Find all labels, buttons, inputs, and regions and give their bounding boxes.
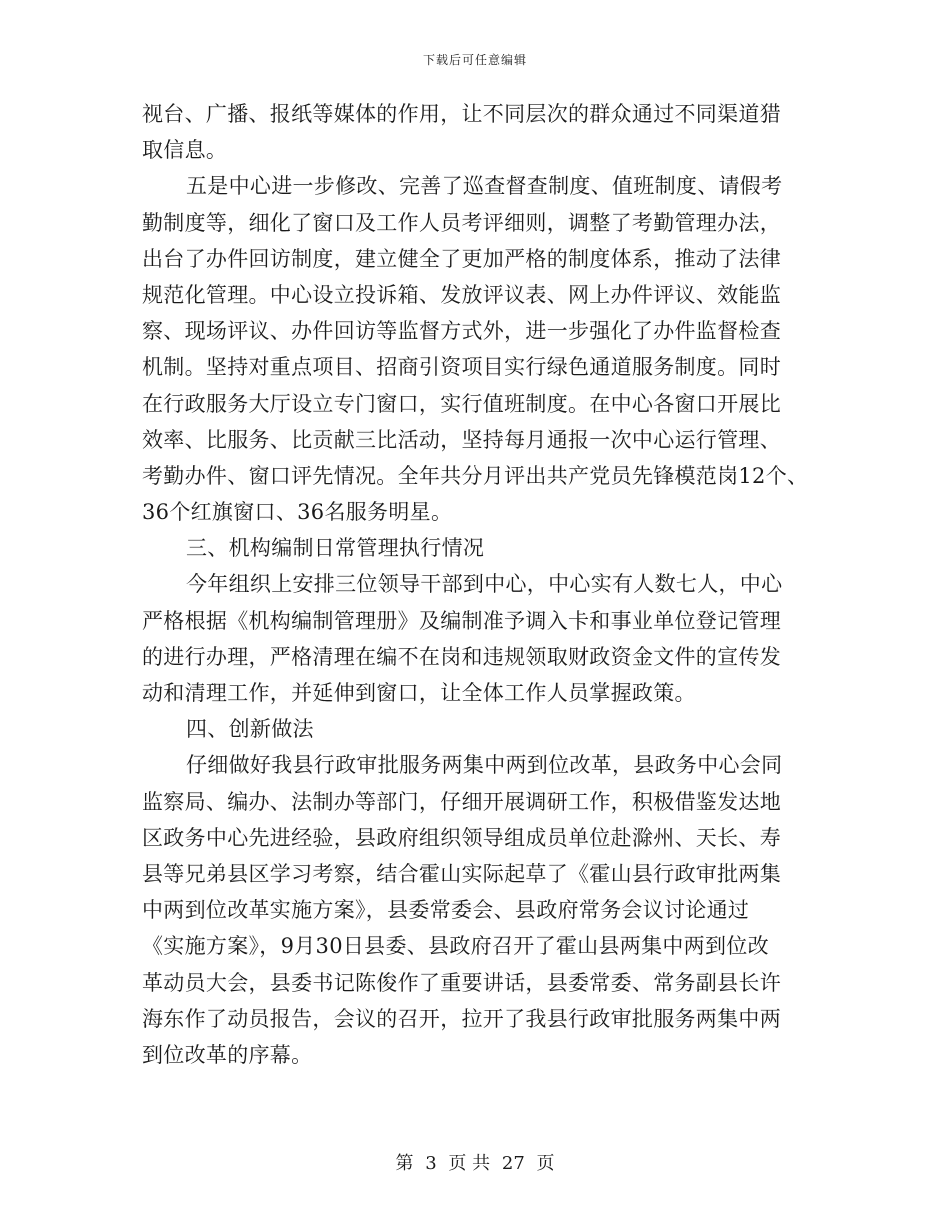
text-line: 五是中心进一步修改、完善了巡查督查制度、值班制度、请假考 bbox=[186, 174, 783, 199]
text-line: 效率、比服务、比贡献三比活动，坚持每月通报一次中心运行管理、 bbox=[142, 427, 781, 452]
text-line: 到位改革的序幕。 bbox=[142, 1042, 313, 1067]
text-line: 机制。坚持对重点项目、招商引资项目实行绿色通道服务制度。同时 bbox=[142, 355, 781, 380]
footer-page-number: 3 bbox=[425, 1153, 437, 1174]
text-line: 视台、广播、报纸等媒体的作用，让不同层次的群众通过不同渠道猎 bbox=[142, 102, 781, 126]
text-line: 革动员大会，县委书记陈俊作了重要讲话，县委常委、常务副县长许 bbox=[142, 970, 781, 995]
text-line: 三、机构编制日常管理执行情况 bbox=[186, 536, 485, 561]
text-line: 在行政服务大厅设立专门窗口，实行值班制度。在中心各窗口开展比 bbox=[142, 391, 781, 416]
text-line: 监察局、编办、法制办等部门，仔细开展调研工作，积极借鉴发达地 bbox=[142, 789, 781, 814]
page-header: 下载后可任意编辑 bbox=[422, 53, 527, 67]
text-line: 规范化管理。中心设立投诉箱、发放评议表、网上办件评议、效能监 bbox=[142, 282, 781, 307]
footer-total-pages: 27 bbox=[501, 1153, 525, 1174]
text-line: 出台了办件回访制度，建立健全了更加严格的制度体系，推动了法律 bbox=[142, 246, 781, 271]
footer-middle: 页 共 bbox=[448, 1153, 491, 1174]
document-body bbox=[142, 96, 822, 1073]
text-line: 取信息。 bbox=[142, 138, 228, 163]
text-line: 《实施方案》，9月30日县委、县政府召开了霍山县两集中两到位改 bbox=[142, 934, 769, 959]
text-line: 察、现场评议、办件回访等监督方式外，进一步强化了办件监督检查 bbox=[142, 319, 781, 344]
text-line: 今年组织上安排三位领导干部到中心，中心实有人数七人，中心 bbox=[186, 572, 783, 597]
text-line: 严格根据《机构编制管理册》及编制准予调入卡和事业单位登记管理 bbox=[142, 608, 781, 633]
page-footer bbox=[0, 1152, 950, 1176]
text-line: 区政务中心先进经验，县政府组织领导组成员单位赴滁州、天长、寿 bbox=[142, 825, 781, 850]
text-line: 的进行办理，严格清理在编不在岗和违规领取财政资金文件的宣传发 bbox=[142, 644, 781, 669]
text-line: 中两到位改革实施方案》，县委常委会、县政府常务会议讨论通过 bbox=[142, 898, 750, 923]
text-line: 县等兄弟县区学习考察，结合霍山实际起草了《霍山县行政审批两集 bbox=[142, 861, 781, 886]
footer-prefix: 第 bbox=[395, 1153, 414, 1174]
text-line: 海东作了动员报告，会议的召开，拉开了我县行政审批服务两集中两 bbox=[142, 1006, 781, 1031]
text-line: 勤制度等，细化了窗口及工作人员考评细则，调整了考勤管理办法， bbox=[142, 210, 781, 235]
text-line: 考勤办件、窗口评先情况。全年共分月评出共产党员先锋模范岗12个、 bbox=[142, 463, 809, 488]
text-line: 动和清理工作，并延伸到窗口，让全体工作人员掌握政策。 bbox=[142, 681, 696, 705]
text-line: 仔细做好我县行政审批服务两集中两到位改革，县政务中心会同 bbox=[186, 753, 783, 778]
footer-suffix: 页 bbox=[536, 1153, 555, 1174]
text-line: 四、创新做法 bbox=[186, 717, 314, 742]
text-line: 36个红旗窗口、36名服务明星。 bbox=[142, 500, 453, 525]
